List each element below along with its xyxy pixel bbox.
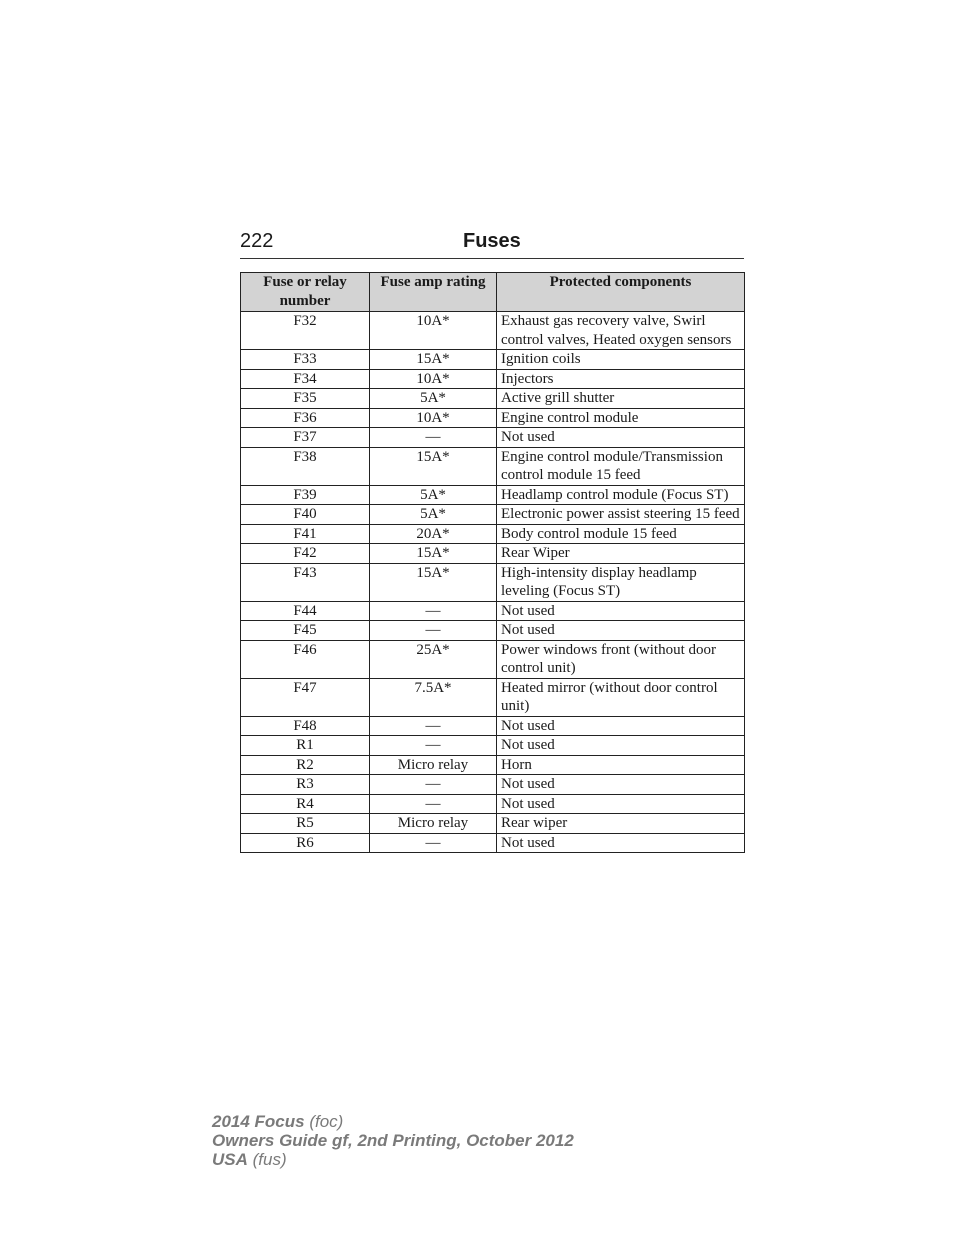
- fuse-number-cell: R6: [241, 833, 370, 853]
- protected-component-cell: Not used: [497, 716, 745, 736]
- protected-component-cell: Ignition coils: [497, 350, 745, 370]
- table-row: [241, 601, 745, 621]
- fuse-rating-cell: 15A*: [370, 563, 497, 601]
- protected-component-cell: Injectors: [497, 369, 745, 389]
- fuse-rating-cell: 10A*: [370, 312, 497, 350]
- section-title: Fuses: [463, 230, 521, 252]
- protected-component-cell: Electronic power assist steering 15 feed: [497, 505, 745, 525]
- protected-component-cell: Active grill shutter: [497, 389, 745, 409]
- fuse-number-cell: F37: [241, 428, 370, 448]
- table-row: [241, 389, 745, 409]
- table-header-row: [241, 273, 745, 312]
- table-row: [241, 794, 745, 814]
- table-row: [241, 544, 745, 564]
- fuse-number-cell: R1: [241, 736, 370, 756]
- protected-component-cell: Not used: [497, 833, 745, 853]
- fuse-number-cell: F45: [241, 621, 370, 641]
- protected-component-cell: Not used: [497, 775, 745, 795]
- protected-component-cell: Engine control module: [497, 408, 745, 428]
- fuse-number-cell: F34: [241, 369, 370, 389]
- table-row: [241, 447, 745, 485]
- page-number: 222: [240, 230, 274, 252]
- table-row: [241, 755, 745, 775]
- table-row: [241, 505, 745, 525]
- fuse-rating-cell: —: [370, 794, 497, 814]
- table-row: [241, 640, 745, 678]
- protected-component-cell: Body control module 15 feed: [497, 524, 745, 544]
- fuse-number-cell: R4: [241, 794, 370, 814]
- table-row: [241, 736, 745, 756]
- fuse-rating-cell: 15A*: [370, 447, 497, 485]
- protected-component-cell: Not used: [497, 601, 745, 621]
- footer-line-3: [212, 1150, 574, 1169]
- table-row: [241, 524, 745, 544]
- fuse-number-cell: F48: [241, 716, 370, 736]
- fuse-number-cell: F40: [241, 505, 370, 525]
- page-header: [240, 228, 744, 259]
- table-row: [241, 350, 745, 370]
- fuse-rating-cell: Micro relay: [370, 814, 497, 834]
- footer-model-code: (foc): [309, 1112, 344, 1131]
- protected-component-cell: Exhaust gas recovery valve, Swirl control valves, Heated oxygen sensors: [497, 312, 745, 350]
- footer-market-code: (fus): [252, 1150, 287, 1169]
- table-body: [241, 312, 745, 853]
- protected-component-cell: Power windows front (without door control unit): [497, 640, 745, 678]
- fuse-number-cell: F36: [241, 408, 370, 428]
- protected-component-cell: Heated mirror (without door control unit): [497, 678, 745, 716]
- table-row: [241, 563, 745, 601]
- column-header-number: Fuse or relay number: [241, 273, 370, 312]
- fuse-rating-cell: —: [370, 736, 497, 756]
- protected-component-cell: Not used: [497, 621, 745, 641]
- table-row: [241, 814, 745, 834]
- fuse-number-cell: F46: [241, 640, 370, 678]
- protected-component-cell: Headlamp control module (Focus ST): [497, 485, 745, 505]
- fuse-rating-cell: —: [370, 716, 497, 736]
- fuse-number-cell: F44: [241, 601, 370, 621]
- fuse-rating-cell: 20A*: [370, 524, 497, 544]
- table-row: [241, 312, 745, 350]
- protected-component-cell: Not used: [497, 428, 745, 448]
- footer: [212, 1112, 574, 1169]
- fuse-number-cell: F47: [241, 678, 370, 716]
- fuse-rating-cell: 7.5A*: [370, 678, 497, 716]
- protected-component-cell: High-intensity display headlamp leveling (Focus ST): [497, 563, 745, 601]
- table-row: [241, 428, 745, 448]
- fuse-number-cell: R3: [241, 775, 370, 795]
- table-row: [241, 775, 745, 795]
- table-row: [241, 369, 745, 389]
- table-row: [241, 408, 745, 428]
- fuse-rating-cell: 10A*: [370, 408, 497, 428]
- fuse-number-cell: F33: [241, 350, 370, 370]
- table-row: [241, 833, 745, 853]
- fuse-number-cell: F39: [241, 485, 370, 505]
- fuse-rating-cell: Micro relay: [370, 755, 497, 775]
- fuse-rating-cell: —: [370, 833, 497, 853]
- fuse-number-cell: F35: [241, 389, 370, 409]
- footer-model: 2014 Focus: [212, 1112, 305, 1131]
- fuse-number-cell: F32: [241, 312, 370, 350]
- fuse-rating-cell: —: [370, 428, 497, 448]
- table-row: [241, 621, 745, 641]
- protected-component-cell: Engine control module/Transmission control module 15 feed: [497, 447, 745, 485]
- fuse-rating-cell: —: [370, 621, 497, 641]
- table-row: [241, 678, 745, 716]
- footer-line-1: [212, 1112, 574, 1131]
- column-header-rating: Fuse amp rating: [370, 273, 497, 312]
- fuse-rating-cell: 15A*: [370, 544, 497, 564]
- fuse-rating-cell: 15A*: [370, 350, 497, 370]
- fuse-rating-cell: —: [370, 601, 497, 621]
- fuse-rating-cell: 5A*: [370, 505, 497, 525]
- protected-component-cell: Not used: [497, 794, 745, 814]
- column-header-component: Protected components: [497, 273, 745, 312]
- footer-line-2: Owners Guide gf, 2nd Printing, October 2012: [212, 1131, 574, 1150]
- table-row: [241, 716, 745, 736]
- protected-component-cell: Rear Wiper: [497, 544, 745, 564]
- table-row: [241, 485, 745, 505]
- fuse-number-cell: F38: [241, 447, 370, 485]
- protected-component-cell: Not used: [497, 736, 745, 756]
- fuse-number-cell: R5: [241, 814, 370, 834]
- fuse-rating-cell: 5A*: [370, 485, 497, 505]
- fuse-rating-cell: —: [370, 775, 497, 795]
- protected-component-cell: Horn: [497, 755, 745, 775]
- protected-component-cell: Rear wiper: [497, 814, 745, 834]
- fuse-table: [240, 272, 745, 853]
- footer-market: USA: [212, 1150, 248, 1169]
- fuse-number-cell: F43: [241, 563, 370, 601]
- fuse-number-cell: F42: [241, 544, 370, 564]
- fuse-number-cell: F41: [241, 524, 370, 544]
- fuse-number-cell: R2: [241, 755, 370, 775]
- fuse-rating-cell: 5A*: [370, 389, 497, 409]
- fuse-rating-cell: 10A*: [370, 369, 497, 389]
- fuse-rating-cell: 25A*: [370, 640, 497, 678]
